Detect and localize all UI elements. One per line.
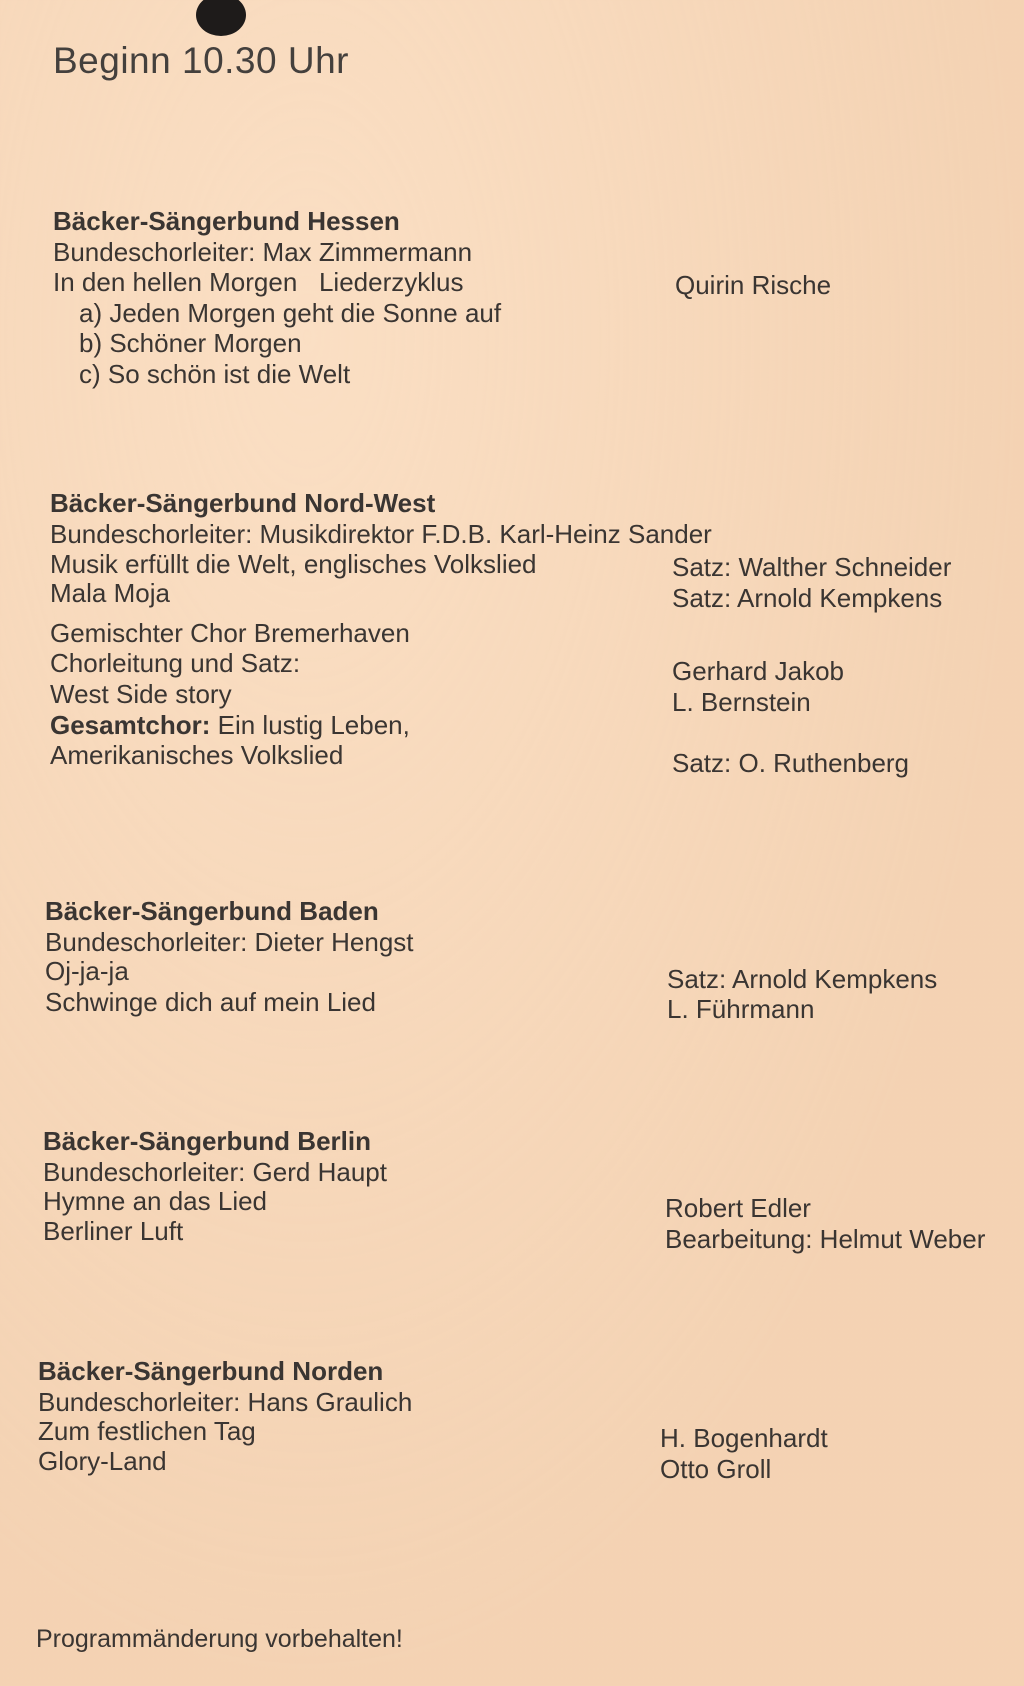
list-item: b) Schöner Morgen <box>79 328 302 358</box>
work-title <box>53 267 463 297</box>
song-line: Chorleitung und Satz: <box>50 648 301 678</box>
song-line <box>50 710 410 740</box>
song-line: Glory-Land <box>38 1446 167 1476</box>
song-line: Mala Moja <box>50 578 170 608</box>
composer-credit: Robert Edler <box>665 1193 811 1223</box>
composer-credit: Bearbeitung: Helmut Weber <box>665 1224 986 1254</box>
song-line: West Side story <box>50 679 232 709</box>
punch-hole <box>196 0 246 36</box>
composer-credit: L. Führmann <box>667 994 815 1024</box>
song-line: Schwinge dich auf mein Lied <box>45 987 376 1017</box>
song-line: Gemischter Chor Bremerhaven <box>50 618 410 648</box>
choir-leader: Bundeschorleiter: Max Zimmermann <box>53 237 473 267</box>
composer-credit: Satz: Arnold Kempkens <box>667 964 938 994</box>
combined-choir-song: Ein lustig Leben, <box>217 710 410 740</box>
composer-credit: Quirin Rische <box>675 270 832 300</box>
song-line: Amerikanisches Volkslied <box>50 740 344 770</box>
composer-credit: L. Bernstein <box>672 687 811 717</box>
composer-credit: Satz: Walther Schneider <box>672 552 952 582</box>
choir-leader: Bundeschorleiter: Musikdirektor F.D.B. Karl-Heinz Sander <box>50 519 712 549</box>
song-line: Hymne an das Lied <box>43 1186 268 1216</box>
section-heading: Bäcker-Sängerbund Hessen <box>53 206 400 236</box>
work-type: Liederzyklus <box>318 267 464 297</box>
section-heading: Bäcker-Sängerbund Berlin <box>43 1126 371 1156</box>
combined-choir-label: Gesamtchor: <box>50 710 211 740</box>
list-item: a) Jeden Morgen geht die Sonne auf <box>79 298 502 328</box>
song-line: Berliner Luft <box>43 1216 184 1246</box>
composer-credit: Gerhard Jakob <box>672 656 844 686</box>
song-line: Zum festlichen Tag <box>38 1416 256 1446</box>
choir-leader: Bundeschorleiter: Gerd Haupt <box>43 1157 387 1187</box>
composer-credit: Satz: Arnold Kempkens <box>672 583 943 613</box>
section-heading: Bäcker-Sängerbund Norden <box>38 1356 384 1386</box>
composer-credit: H. Bogenhardt <box>660 1423 828 1453</box>
page-title: Beginn 10.30 Uhr <box>53 40 349 81</box>
choir-leader: Bundeschorleiter: Dieter Hengst <box>45 927 414 957</box>
section-heading: Bäcker-Sängerbund Nord-West <box>50 488 436 518</box>
composer-credit: Satz: O. Ruthenberg <box>672 748 910 778</box>
composer-credit: Otto Groll <box>660 1454 772 1484</box>
list-item: c) So schön ist die Welt <box>79 359 351 389</box>
section-heading: Bäcker-Sängerbund Baden <box>45 896 379 926</box>
work-title-text: In den hellen Morgen <box>53 267 298 297</box>
song-line: Musik erfüllt die Welt, englisches Volkslied <box>50 549 537 579</box>
footer-note: Programmänderung vorbehalten! <box>36 1625 403 1653</box>
song-line: Oj-ja-ja <box>45 956 129 986</box>
choir-leader: Bundeschorleiter: Hans Graulich <box>38 1387 413 1417</box>
